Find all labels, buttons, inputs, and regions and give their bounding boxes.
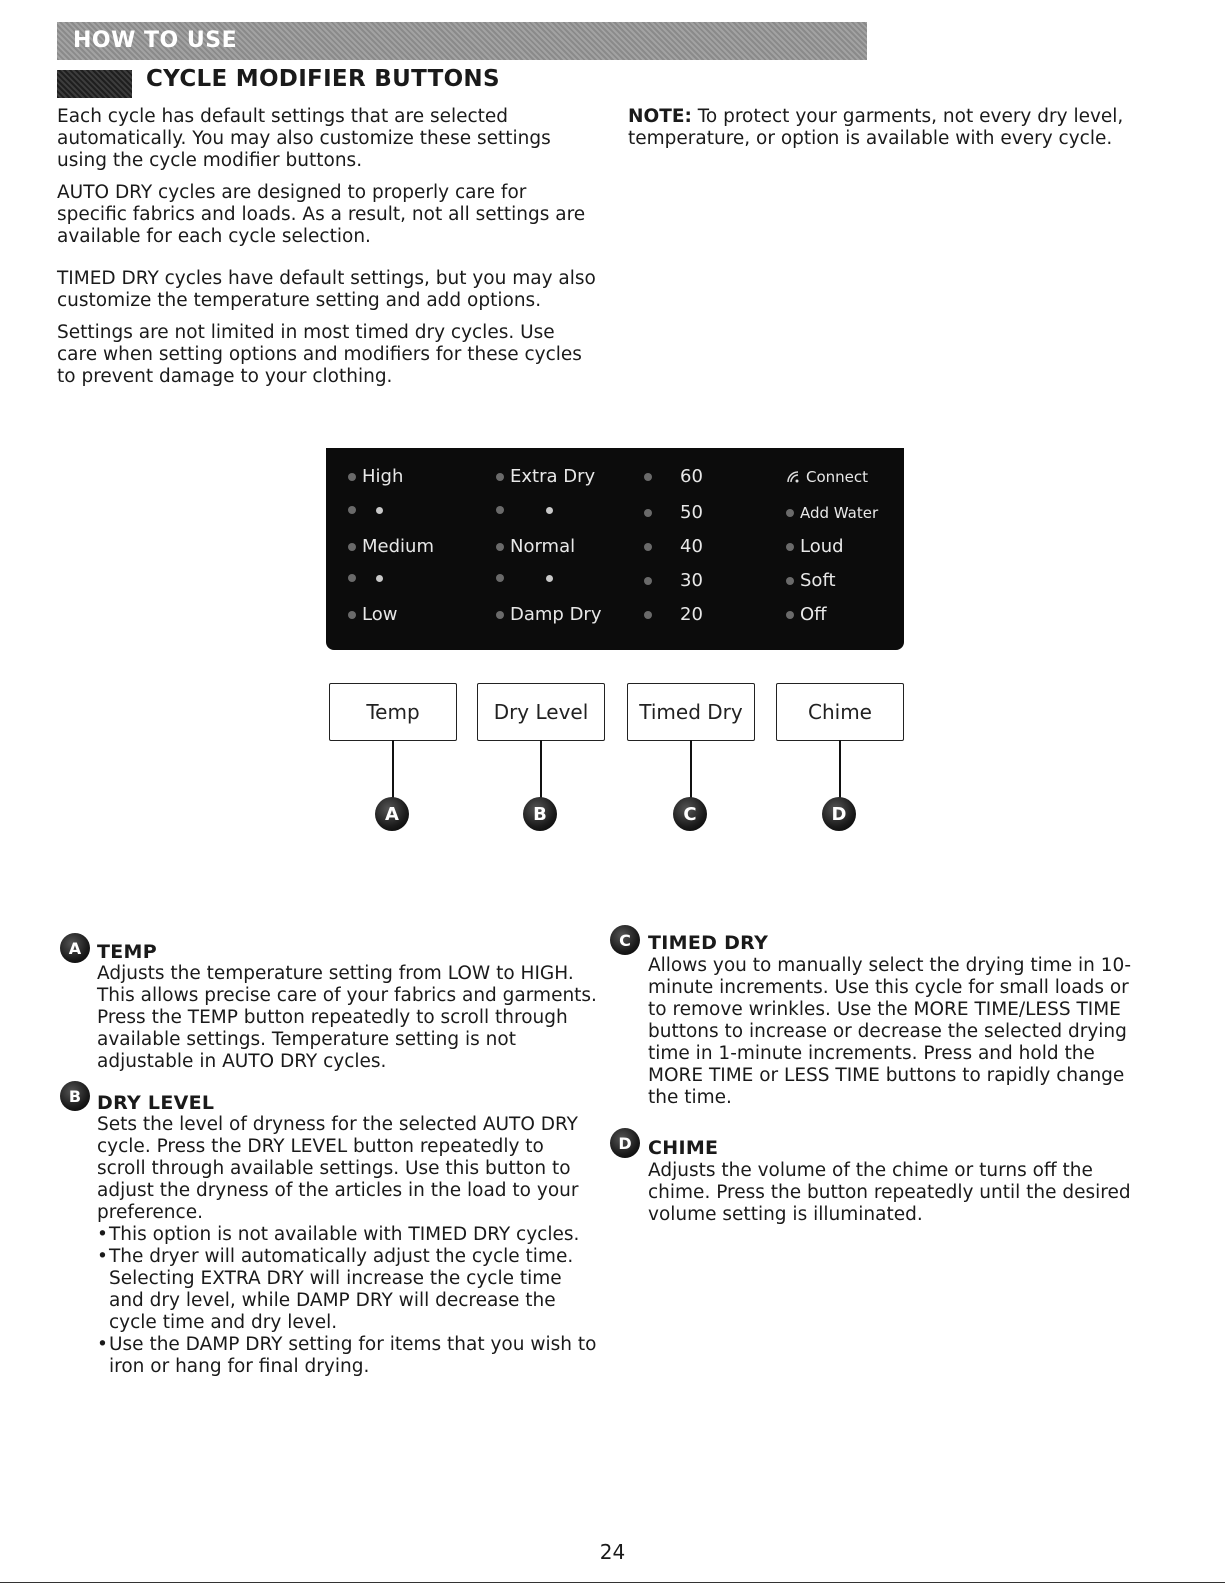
time-60-indicator: 60: [644, 466, 703, 487]
timed-dry-description: Allows you to manually select the drying time in 10-minute increments. Use this cycle for small loads or to remove wrinkles. Use the MORE TIME/LESS TIME buttons to increase or decrease the selected drying time in 1-minute increments. Press and hold the MORE TIME or LESS TIME buttons to rapidly change the time.: [648, 955, 1131, 1108]
intro-paragraph: AUTO DRY cycles are designed to properly care for specific fabrics and loads. As a result, not all settings are available for each cycle selection.: [57, 182, 586, 247]
dry-damp-indicator: Damp Dry: [496, 604, 602, 625]
led-icon: [496, 543, 504, 551]
callout-badge-a: A: [375, 797, 409, 831]
led-icon: [348, 473, 356, 481]
callout-badge-d: D: [822, 797, 856, 831]
bottom-rule: [0, 1582, 1225, 1583]
callout-line: [690, 740, 692, 800]
temp-high-indicator: High: [348, 466, 403, 487]
intro-left-column: [57, 106, 597, 388]
item-badge-b: B: [60, 1081, 90, 1111]
list-item: • The dryer will automatically adjust the cycle time. Selecting EXTRA DRY will increase the cycle time and dry level, while DAMP DRY will decrease the cycle time and dry level.: [97, 1246, 597, 1334]
dry-level-bullets: [97, 1224, 597, 1378]
chime-loud-indicator: Loud: [786, 536, 844, 557]
led-icon: [786, 509, 794, 517]
chime-off-indicator: Off: [786, 604, 827, 625]
dry-step-indicator: [496, 506, 553, 514]
item-badge-d: D: [610, 1128, 640, 1158]
led-icon: [496, 574, 504, 582]
chime-description: Adjusts the volume of the chime or turns off the chime. Press the button repeatedly until the desired volume setting is illuminated.: [648, 1160, 1131, 1225]
led-icon: [496, 611, 504, 619]
led-icon: [786, 611, 794, 619]
led-icon: [644, 611, 652, 619]
led-icon: [644, 577, 652, 585]
led-icon: [348, 506, 356, 514]
callout-line: [392, 740, 394, 800]
callout-line: [839, 740, 841, 800]
banner-title: HOW TO USE: [73, 28, 238, 53]
temp-heading: TEMP: [97, 941, 157, 963]
intro-paragraph: Each cycle has default settings that are selected automatically. You may also customize these settings using the cycle modifier buttons.: [57, 106, 551, 171]
chime-button: Chime: [776, 683, 904, 741]
pip-icon: [546, 507, 553, 514]
led-icon: [496, 473, 504, 481]
item-badge-a: A: [60, 933, 90, 963]
pip-icon: [376, 507, 383, 514]
section-marker: [57, 70, 132, 98]
time-20-indicator: 20: [644, 604, 703, 625]
dry-step-indicator: [496, 574, 553, 582]
led-icon: [644, 543, 652, 551]
chime-soft-indicator: Soft: [786, 570, 836, 591]
temp-description: Adjusts the temperature setting from LOW to HIGH. This allows precise care of your fabrics and garments. Press the TEMP button repeatedly to scroll through available settings. Temperature setting is not adjustable in AUTO DRY cycles.: [97, 963, 597, 1072]
dry-normal-indicator: Normal: [496, 536, 575, 557]
note-label: NOTE:: [628, 106, 692, 127]
connect-indicator: Connect: [786, 468, 868, 486]
dry-level-button: Dry Level: [477, 683, 605, 741]
led-icon: [786, 543, 794, 551]
section-banner: [57, 22, 867, 60]
temp-step-indicator: [348, 506, 383, 514]
add-water-indicator: Add Water: [786, 504, 878, 522]
list-item: • Use the DAMP DRY setting for items that you wish to iron or hang for final drying.: [97, 1334, 597, 1378]
pip-icon: [376, 575, 383, 582]
wifi-signal-icon: [786, 470, 800, 484]
timed-dry-button: Timed Dry: [627, 683, 755, 741]
list-item: • This option is not available with TIMED DRY cycles.: [97, 1224, 597, 1246]
note-text: To protect your garments, not every dry level, temperature, or option is available with every cycle.: [628, 106, 1124, 149]
led-icon: [348, 574, 356, 582]
dry-level-heading: DRY LEVEL: [97, 1092, 215, 1114]
led-icon: [644, 509, 652, 517]
page-number: 24: [599, 1540, 626, 1564]
led-icon: [348, 543, 356, 551]
callout-badge-c: C: [673, 797, 707, 831]
intro-paragraph: Settings are not limited in most timed dry cycles. Use care when setting options and modifiers for these cycles to prevent damage to your clothing.: [57, 322, 582, 387]
led-icon: [496, 506, 504, 514]
led-icon: [348, 611, 356, 619]
time-30-indicator: 30: [644, 570, 703, 591]
callout-badge-b: B: [523, 797, 557, 831]
pip-icon: [546, 575, 553, 582]
timed-dry-heading: TIMED DRY: [648, 932, 769, 954]
dry-level-description: Sets the level of dryness for the selected AUTO DRY cycle. Press the DRY LEVEL button repeatedly to scroll through available settings. Use this button to adjust the dryness of the articles in the load to your preference.: [97, 1114, 579, 1223]
temp-step-indicator: [348, 574, 383, 582]
dry-extra-indicator: Extra Dry: [496, 466, 595, 487]
intro-paragraph: TIMED DRY cycles have default settings, but you may also customize the temperature setting and add options.: [57, 268, 596, 311]
time-50-indicator: 50: [644, 502, 703, 523]
control-panel: [326, 448, 904, 650]
chime-heading: CHIME: [648, 1137, 719, 1159]
section-title: CYCLE MODIFIER BUTTONS: [146, 66, 500, 92]
item-badge-c: C: [610, 925, 640, 955]
temp-medium-indicator: Medium: [348, 536, 434, 557]
callout-line: [540, 740, 542, 800]
dry-level-section: [97, 1114, 597, 1378]
time-40-indicator: 40: [644, 536, 703, 557]
led-icon: [644, 473, 652, 481]
note: [628, 106, 1158, 150]
temp-low-indicator: Low: [348, 604, 397, 625]
led-icon: [786, 577, 794, 585]
temp-button: Temp: [329, 683, 457, 741]
